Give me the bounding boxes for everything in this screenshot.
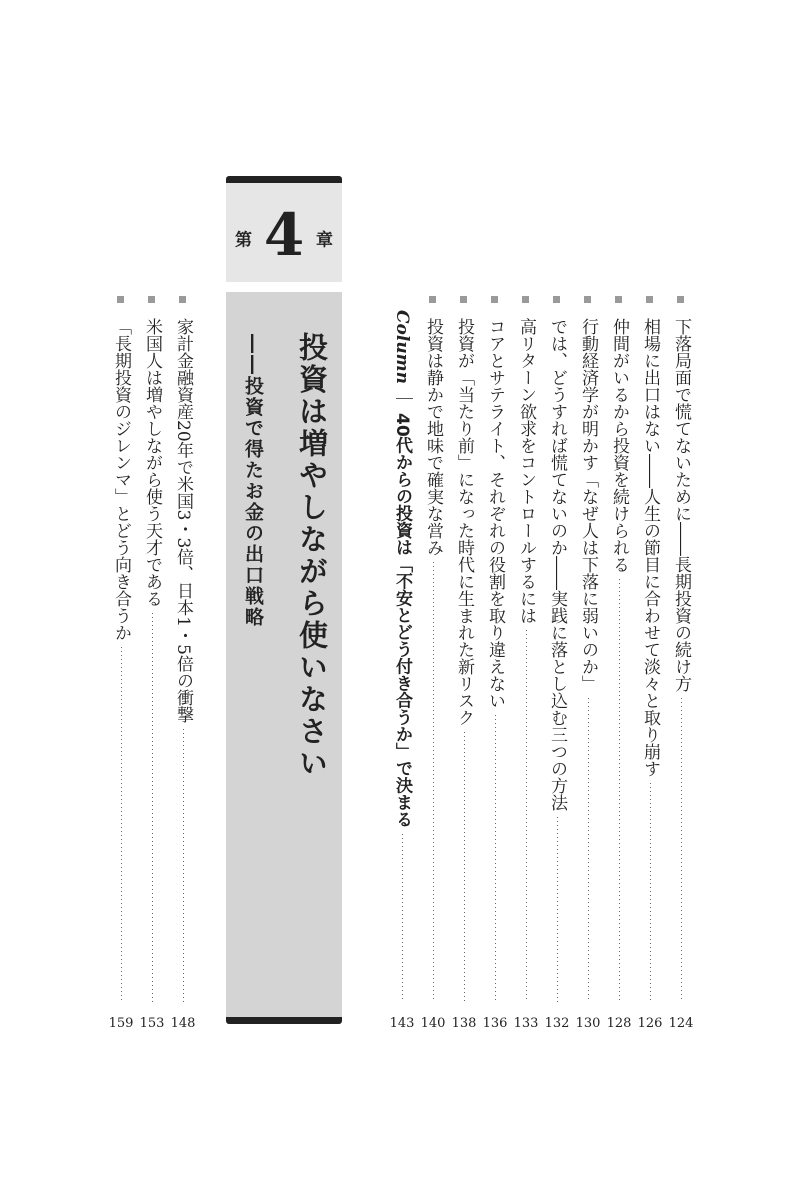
dot-leader (607, 579, 631, 1002)
toc-entry-title: 仲間がいるから投資を続けられる (609, 318, 629, 573)
toc-entry-title: コアとサテライト、それぞれの役割を取り違えない (485, 318, 505, 709)
chapter-title-box (226, 292, 342, 1024)
toc-entry[interactable] (483, 296, 507, 1032)
toc-page-number: 128 (606, 1016, 632, 1031)
toc-entry-title: 行動経済学が明かす「なぜ人は下落に弱いのか」 (578, 318, 598, 692)
chapter-subtitle: ――投資で得たお金の出口戦略 (242, 334, 264, 628)
dot-leader (421, 562, 445, 1002)
toc-entry-title: 投資が「当たり前」になった時代に生まれた新リスク (454, 318, 474, 726)
toc-entry[interactable] (171, 296, 195, 1032)
toc-entry-title: 40代からの投資は「不安とどう付き合うか」で決まる (392, 413, 412, 828)
bullet-icon (117, 296, 124, 303)
toc-entry-title: 投資は静かで地味で確実な営み (423, 318, 443, 556)
toc-entry[interactable] (421, 296, 445, 1032)
bullet-icon (148, 296, 155, 303)
bullet-icon (522, 296, 529, 303)
toc-page-number: 132 (544, 1016, 570, 1031)
toc-page-number: 136 (482, 1016, 508, 1031)
bullet-icon (646, 296, 653, 303)
toc-page-number: 159 (108, 1016, 134, 1031)
dot-leader (576, 698, 600, 1002)
toc-entry[interactable] (452, 296, 476, 1032)
column-label: Column (392, 310, 412, 385)
chapter-prefix: 第 (235, 230, 252, 251)
toc-entry-title: では、どうすれば慌てないのか――実践に落とし込む三つの方法 (547, 318, 567, 811)
dot-leader (390, 834, 414, 1002)
toc-page-number: 138 (451, 1016, 477, 1031)
dot-leader (140, 613, 164, 1002)
toc-page-number: 126 (637, 1016, 663, 1031)
dot-leader (171, 729, 195, 1002)
toc-entry[interactable] (638, 296, 662, 1032)
toc-entry[interactable] (109, 296, 133, 1032)
dot-leader (483, 715, 507, 1002)
toc-page-number: 130 (575, 1016, 601, 1031)
chapter-number: 4 (263, 201, 305, 269)
toc-page-number: 140 (420, 1016, 446, 1031)
toc-entry[interactable] (607, 296, 631, 1032)
bullet-icon (615, 296, 622, 303)
dot-leader (545, 817, 569, 1002)
bullet-icon (460, 296, 467, 303)
toc-page-number: 148 (170, 1016, 196, 1031)
bullet-icon (553, 296, 560, 303)
toc-entry-title: 相場に出口はない――人生の節目に合わせて淡々と取り崩す (640, 318, 660, 777)
toc-entry[interactable] (669, 296, 693, 1032)
dot-leader (669, 698, 693, 1002)
toc-entry[interactable] (140, 296, 164, 1032)
toc-page-number: 133 (513, 1016, 539, 1031)
toc-entry-column[interactable] (390, 296, 414, 1032)
dot-leader (514, 630, 538, 1002)
dot-leader (109, 647, 133, 1002)
toc-entry[interactable] (576, 296, 600, 1032)
toc-entry[interactable] (514, 296, 538, 1032)
bullet-icon (584, 296, 591, 303)
toc-page-number: 153 (139, 1016, 165, 1031)
toc-entry-title: 家計金融資産20年で米国3・3倍、日本1・5倍の衝撃 (173, 318, 193, 723)
chapter-suffix: 章 (316, 230, 333, 251)
toc-entry-title: 「長期投資のジレンマ」とどう向き合うか (111, 318, 131, 641)
chapter-header (226, 176, 342, 282)
chapter-title: 投資は増やしながら使いなさい (295, 332, 329, 780)
bullet-icon (677, 296, 684, 303)
bullet-icon (179, 296, 186, 303)
dot-leader (452, 732, 476, 1002)
toc-entry-title: 高リターン欲求をコントロールするには (516, 318, 536, 624)
toc-entry-title: 下落局面で慌てないために――長期投資の続け方 (671, 318, 691, 692)
toc-page-number: 124 (668, 1016, 694, 1031)
toc-page-number: 143 (389, 1016, 415, 1031)
column-separator: ｜ (392, 390, 412, 408)
bullet-icon (491, 296, 498, 303)
dot-leader (638, 783, 662, 1002)
toc-entry-title: 米国人は増やしながら使う天才である (142, 318, 162, 607)
toc-entry[interactable] (545, 296, 569, 1032)
bullet-icon (429, 296, 436, 303)
